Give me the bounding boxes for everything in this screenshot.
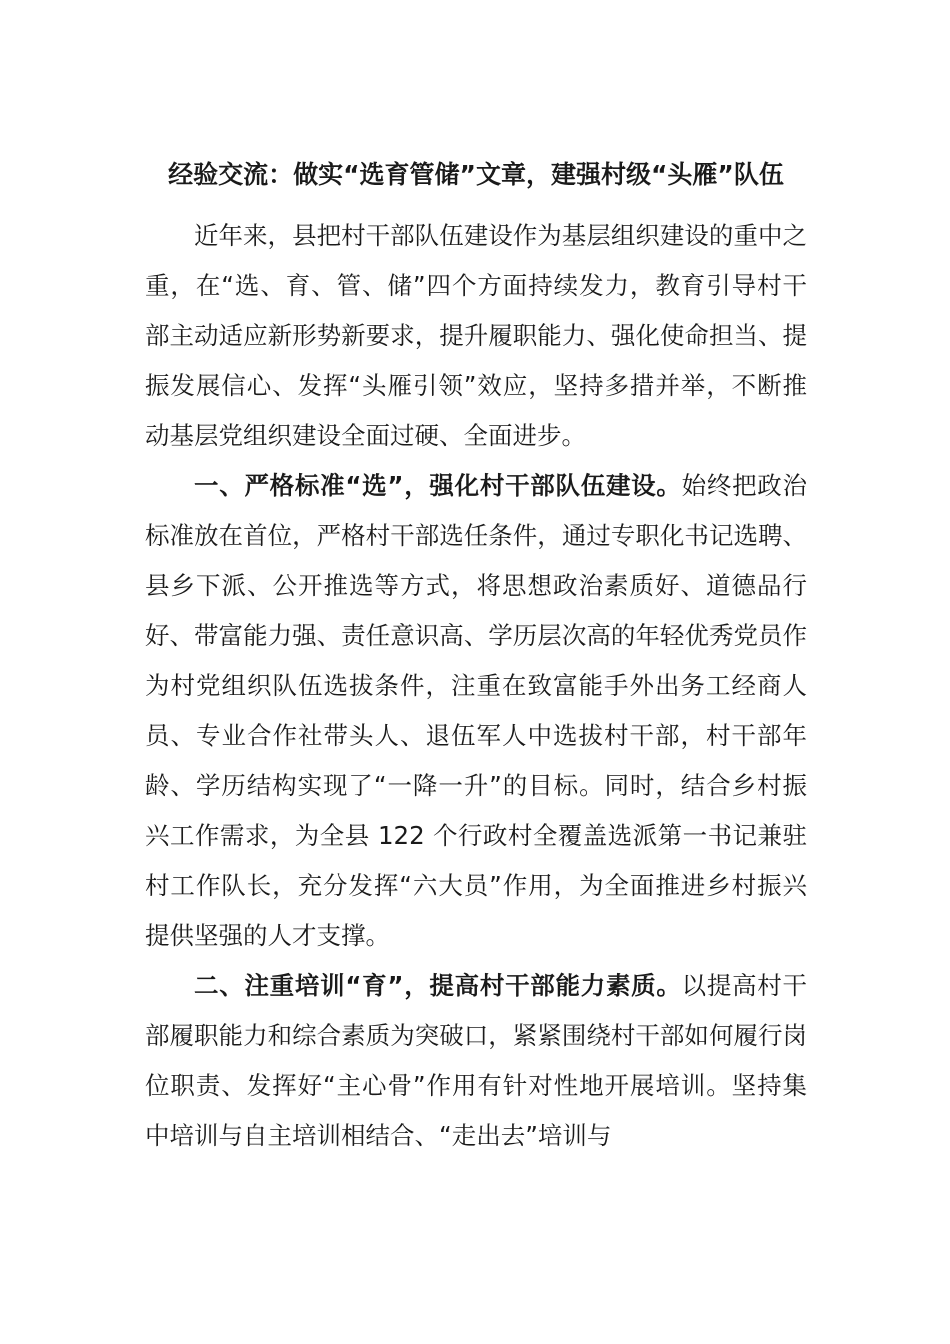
document-title: 经验交流：做实“选育管储”文章，建强村级“头雁”队伍 (168, 160, 784, 189)
section-1-paragraph (145, 461, 807, 961)
section-2-body: 以提高村干部履职能力和综合素质为突破口，紧紧围绕村干部如何履行岗位职责、发挥好“主心骨”作用有针对性地开展培训。坚持集中培训与自主培训相结合、“走出去”培训与 (145, 971, 808, 1150)
section-1-heading: 一、严格标准“选”，强化村干部队伍建设。 (194, 471, 682, 500)
intro-paragraph: 近年来，县把村干部队伍建设作为基层组织建设的重中之重，在“选、育、管、储”四个方面持续发力，教育引导村干部主动适应新形势新要求，提升履职能力、强化使命担当、提振发展信心、发挥“头雁引领”效应，坚持多措并举，不断推动基层党组织建设全面过硬、全面进步。 (145, 221, 807, 450)
section-1-body: 始终把政治标准放在首位，严格村干部选任条件，通过专职化书记选聘、县乡下派、公开推选等方式，将思想政治素质好、道德品行好、带富能力强、责任意识高、学历层次高的年轻优秀党员作为村党组织队伍选拔条件，注重在致富能手外出务工经商人员、专业合作社带头人、退伍军人中选拔村干部，村干部年龄、学历结构实现了“一降一升”的目标。同时，结合乡村振兴工作需求，为全县 122 个行政村全覆盖选派第一书记兼驻村工作队长，充分发挥“六大员”作用，为全面推进乡村振兴提供坚强的人才支撑。 (145, 471, 808, 950)
document-page (145, 150, 807, 1161)
section-2-heading: 二、注重培训“育”，提高村干部能力素质。 (194, 971, 682, 1000)
section-2-paragraph (145, 961, 807, 1161)
